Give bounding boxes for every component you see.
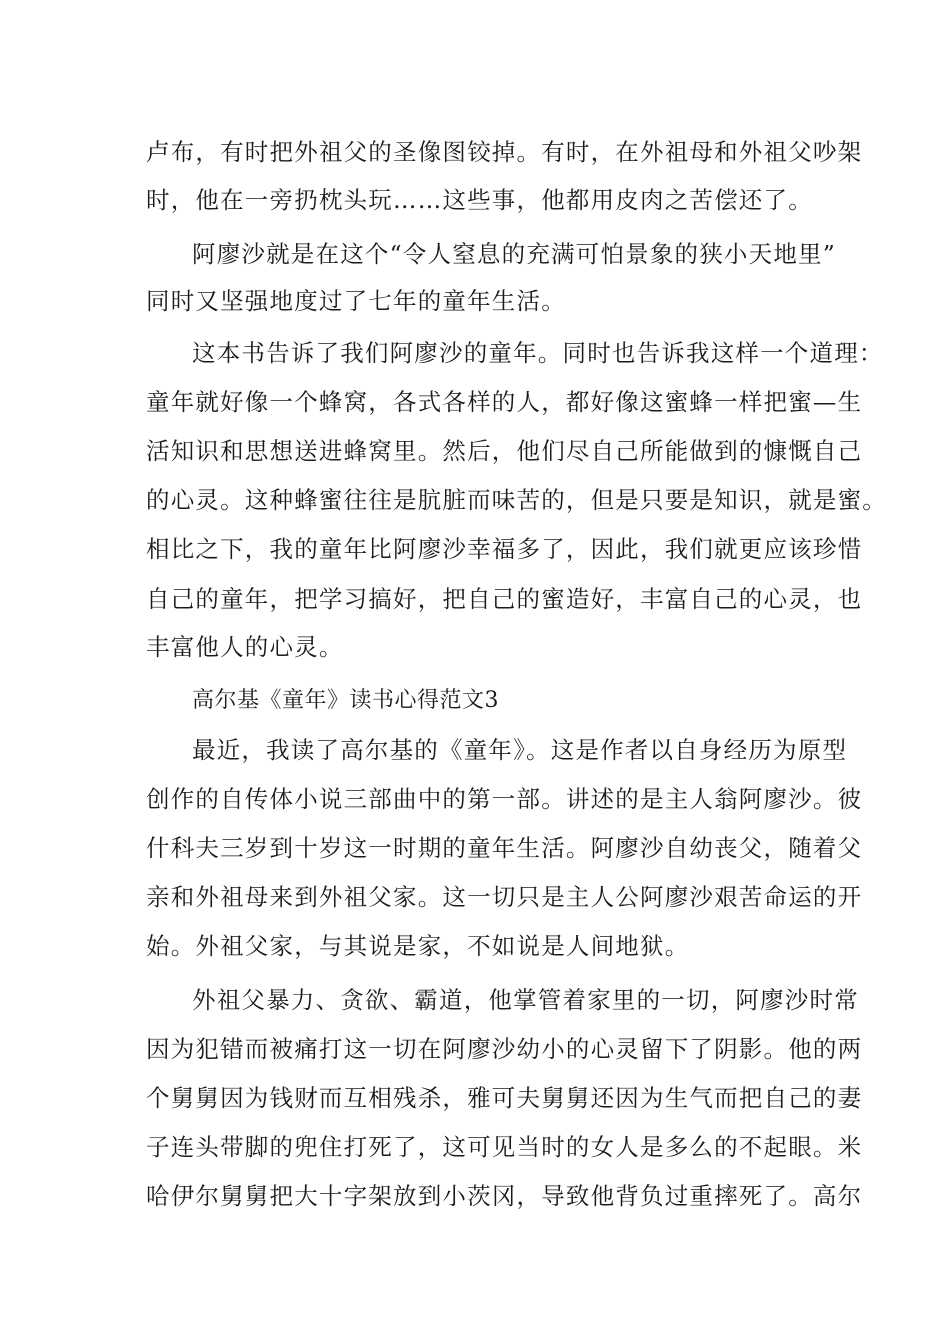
section-heading: 高尔基《童年》读书心得范文3	[192, 688, 499, 713]
text-line: 的心灵。这种蜂蜜往往是肮脏而味苦的，但是只要是知识，就是蜜。	[146, 486, 887, 514]
text-line: 创作的自传体小说三部曲中的第一部。讲述的是主人翁阿廖沙。彼	[146, 785, 863, 813]
text-line: 活知识和思想送进蜂窝里。然后，他们尽自己所能做到的慷慨自己	[146, 437, 863, 465]
text-line: 卢布，有时把外祖父的圣像图铰掉。有时，在外祖母和外祖父吵架	[146, 138, 863, 166]
text-line: 始。外祖父家，与其说是家，不如说是人间地狱。	[146, 932, 690, 960]
text-line: 哈伊尔舅舅把大十字架放到小茨冈，导致他背负过重摔死了。高尔	[146, 1182, 863, 1210]
text-line: 童年就好像一个蜂窝，各式各样的人，都好像这蜜蜂一样把蜜—生	[146, 388, 863, 416]
text-line: 自己的童年，把学习搞好，把自己的蜜造好，丰富自己的心灵，也	[146, 585, 863, 613]
text-line: 因为犯错而被痛打这一切在阿廖沙幼小的心灵留下了阴影。他的两	[146, 1035, 863, 1063]
text-line: 最近，我读了高尔基的《童年》。这是作者以自身经历为原型	[192, 736, 848, 764]
text-line: 外祖父暴力、贪欲、霸道，他掌管着家里的一切，阿廖沙时常	[192, 986, 859, 1014]
text-line: 时，他在一旁扔枕头玩……这些事，他都用皮肉之苦偿还了。	[146, 186, 813, 214]
text-line: 同时又坚强地度过了七年的童年生活。	[146, 287, 566, 315]
text-line: 阿廖沙就是在这个“令人窒息的充满可怕景象的狭小天地里”	[192, 240, 836, 268]
text-line: 相比之下，我的童年比阿廖沙幸福多了，因此，我们就更应该珍惜	[146, 535, 863, 563]
text-line: 亲和外祖母来到外祖父家。这一切只是主人公阿廖沙艰苦命运的开	[146, 883, 863, 911]
text-line: 个舅舅因为钱财而互相残杀，雅可夫舅舅还因为生气而把自己的妻	[146, 1084, 863, 1112]
text-line: 子连头带脚的兜住打死了，这可见当时的女人是多么的不起眼。米	[146, 1133, 863, 1161]
text-line: 什科夫三岁到十岁这一时期的童年生活。阿廖沙自幼丧父，随着父	[146, 834, 863, 862]
text-line: 这本书告诉了我们阿廖沙的童年。同时也告诉我这样一个道理：	[192, 339, 884, 367]
text-line: 丰富他人的心灵。	[146, 633, 344, 661]
